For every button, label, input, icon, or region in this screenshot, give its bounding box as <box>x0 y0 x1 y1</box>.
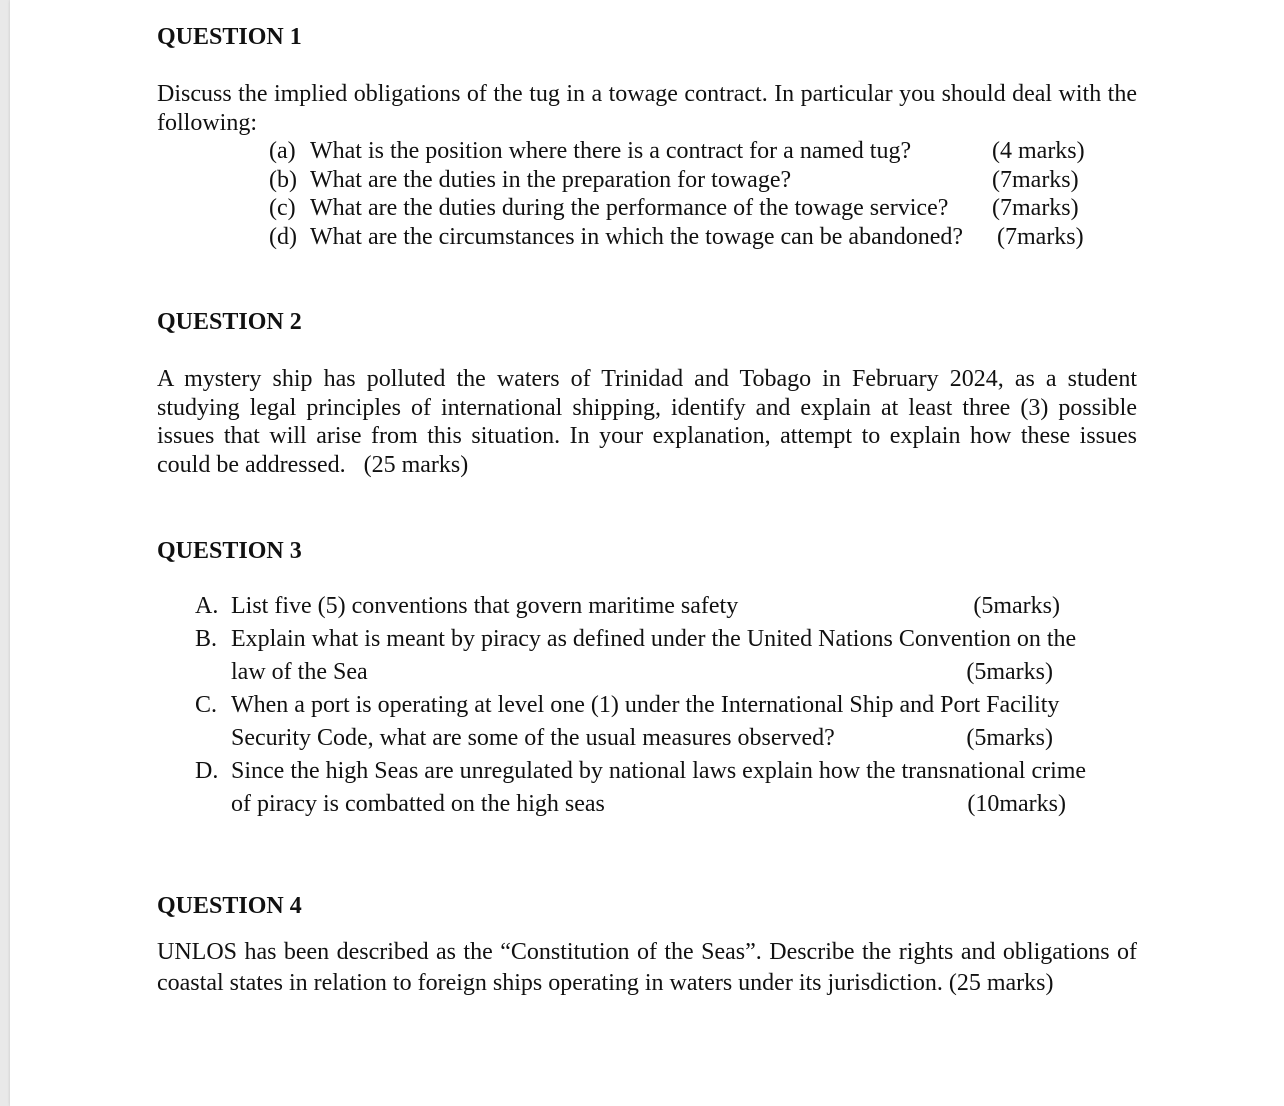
document-page <box>10 0 1284 1106</box>
subquestion-label: (a) <box>269 138 296 164</box>
item-label: A. <box>195 593 219 619</box>
question-2-text: A mystery ship has polluted the waters of Trinidad and Tobago in February 2024, as a student studying legal principles of international shipping, identify and explain at least three (3) possible issues that will arise from this situation. In your explanation, attempt to explain how these issues could be addressed. <box>157 366 1137 478</box>
item-text-cont: Security Code, what are some of the usual measures observed? <box>231 725 835 751</box>
item-text: When a port is operating at level one (1) under the International Ship and Port Facility <box>231 692 1060 718</box>
subquestion-marks: (7marks) <box>992 166 1079 193</box>
subquestion-marks: (7marks) <box>992 195 1079 221</box>
question-3-item-a <box>195 590 1115 623</box>
item-marks: (5marks) <box>973 593 1060 619</box>
item-text: Explain what is meant by piracy as defined under the United Nations Convention on the <box>231 626 1077 652</box>
question-2-body <box>157 365 1137 479</box>
subquestion-text: What are the circumstances in which the towage can be abandoned? <box>310 223 964 250</box>
subquestion-marks: (7marks) <box>997 223 1084 250</box>
question-2-marks: (25 marks) <box>363 451 469 478</box>
subquestion-a <box>269 137 1087 166</box>
question-3-item-d <box>195 755 1115 821</box>
subquestion-text: What are the duties during the performance of the towage service? <box>310 195 949 221</box>
question-2-heading: QUESTION 2 <box>157 309 302 335</box>
question-3-item-b <box>195 623 1115 689</box>
question-4-heading: QUESTION 4 <box>157 893 302 919</box>
question-1-subquestions <box>269 137 1087 251</box>
item-label: C. <box>195 692 218 718</box>
question-1-heading: QUESTION 1 <box>157 24 302 50</box>
item-label: B. <box>195 626 218 652</box>
item-text-cont: law of the Sea <box>231 659 368 685</box>
subquestion-label: (d) <box>269 223 297 250</box>
question-1-intro: Discuss the implied obligations of the tug in a towage contract. In particular you should deal with the following: <box>157 81 1137 136</box>
item-text: List five (5) conventions that govern maritime safety <box>231 593 739 619</box>
subquestion-marks: (4 marks) <box>992 138 1085 164</box>
item-marks: (5marks) <box>966 725 1053 751</box>
subquestion-label: (c) <box>269 195 296 221</box>
item-text-cont: of piracy is combatted on the high seas <box>231 791 605 817</box>
subquestion-text: What is the position where there is a contract for a named tug? <box>310 138 912 164</box>
question-3-heading: QUESTION 3 <box>157 538 302 564</box>
item-text: Since the high Seas are unregulated by national laws explain how the transnational crime <box>231 758 1087 784</box>
subquestion-b <box>269 166 1087 195</box>
subquestion-c <box>269 194 1087 223</box>
item-marks: (10marks) <box>967 791 1066 817</box>
subquestion-d <box>269 223 1087 252</box>
item-label: D. <box>195 758 219 784</box>
document-content <box>157 22 1137 999</box>
question-3-list <box>195 590 1115 821</box>
item-marks: (5marks) <box>966 659 1053 685</box>
question-4-body: UNLOS has been described as the “Constitution of the Seas”. Describe the rights and obligations of coastal states in relation to foreign ships operating in waters under its jurisdiction. (25 marks) <box>157 939 1137 996</box>
subquestion-text: What are the duties in the preparation for towage? <box>310 166 792 193</box>
subquestion-label: (b) <box>269 166 297 193</box>
question-3-item-c <box>195 689 1115 755</box>
